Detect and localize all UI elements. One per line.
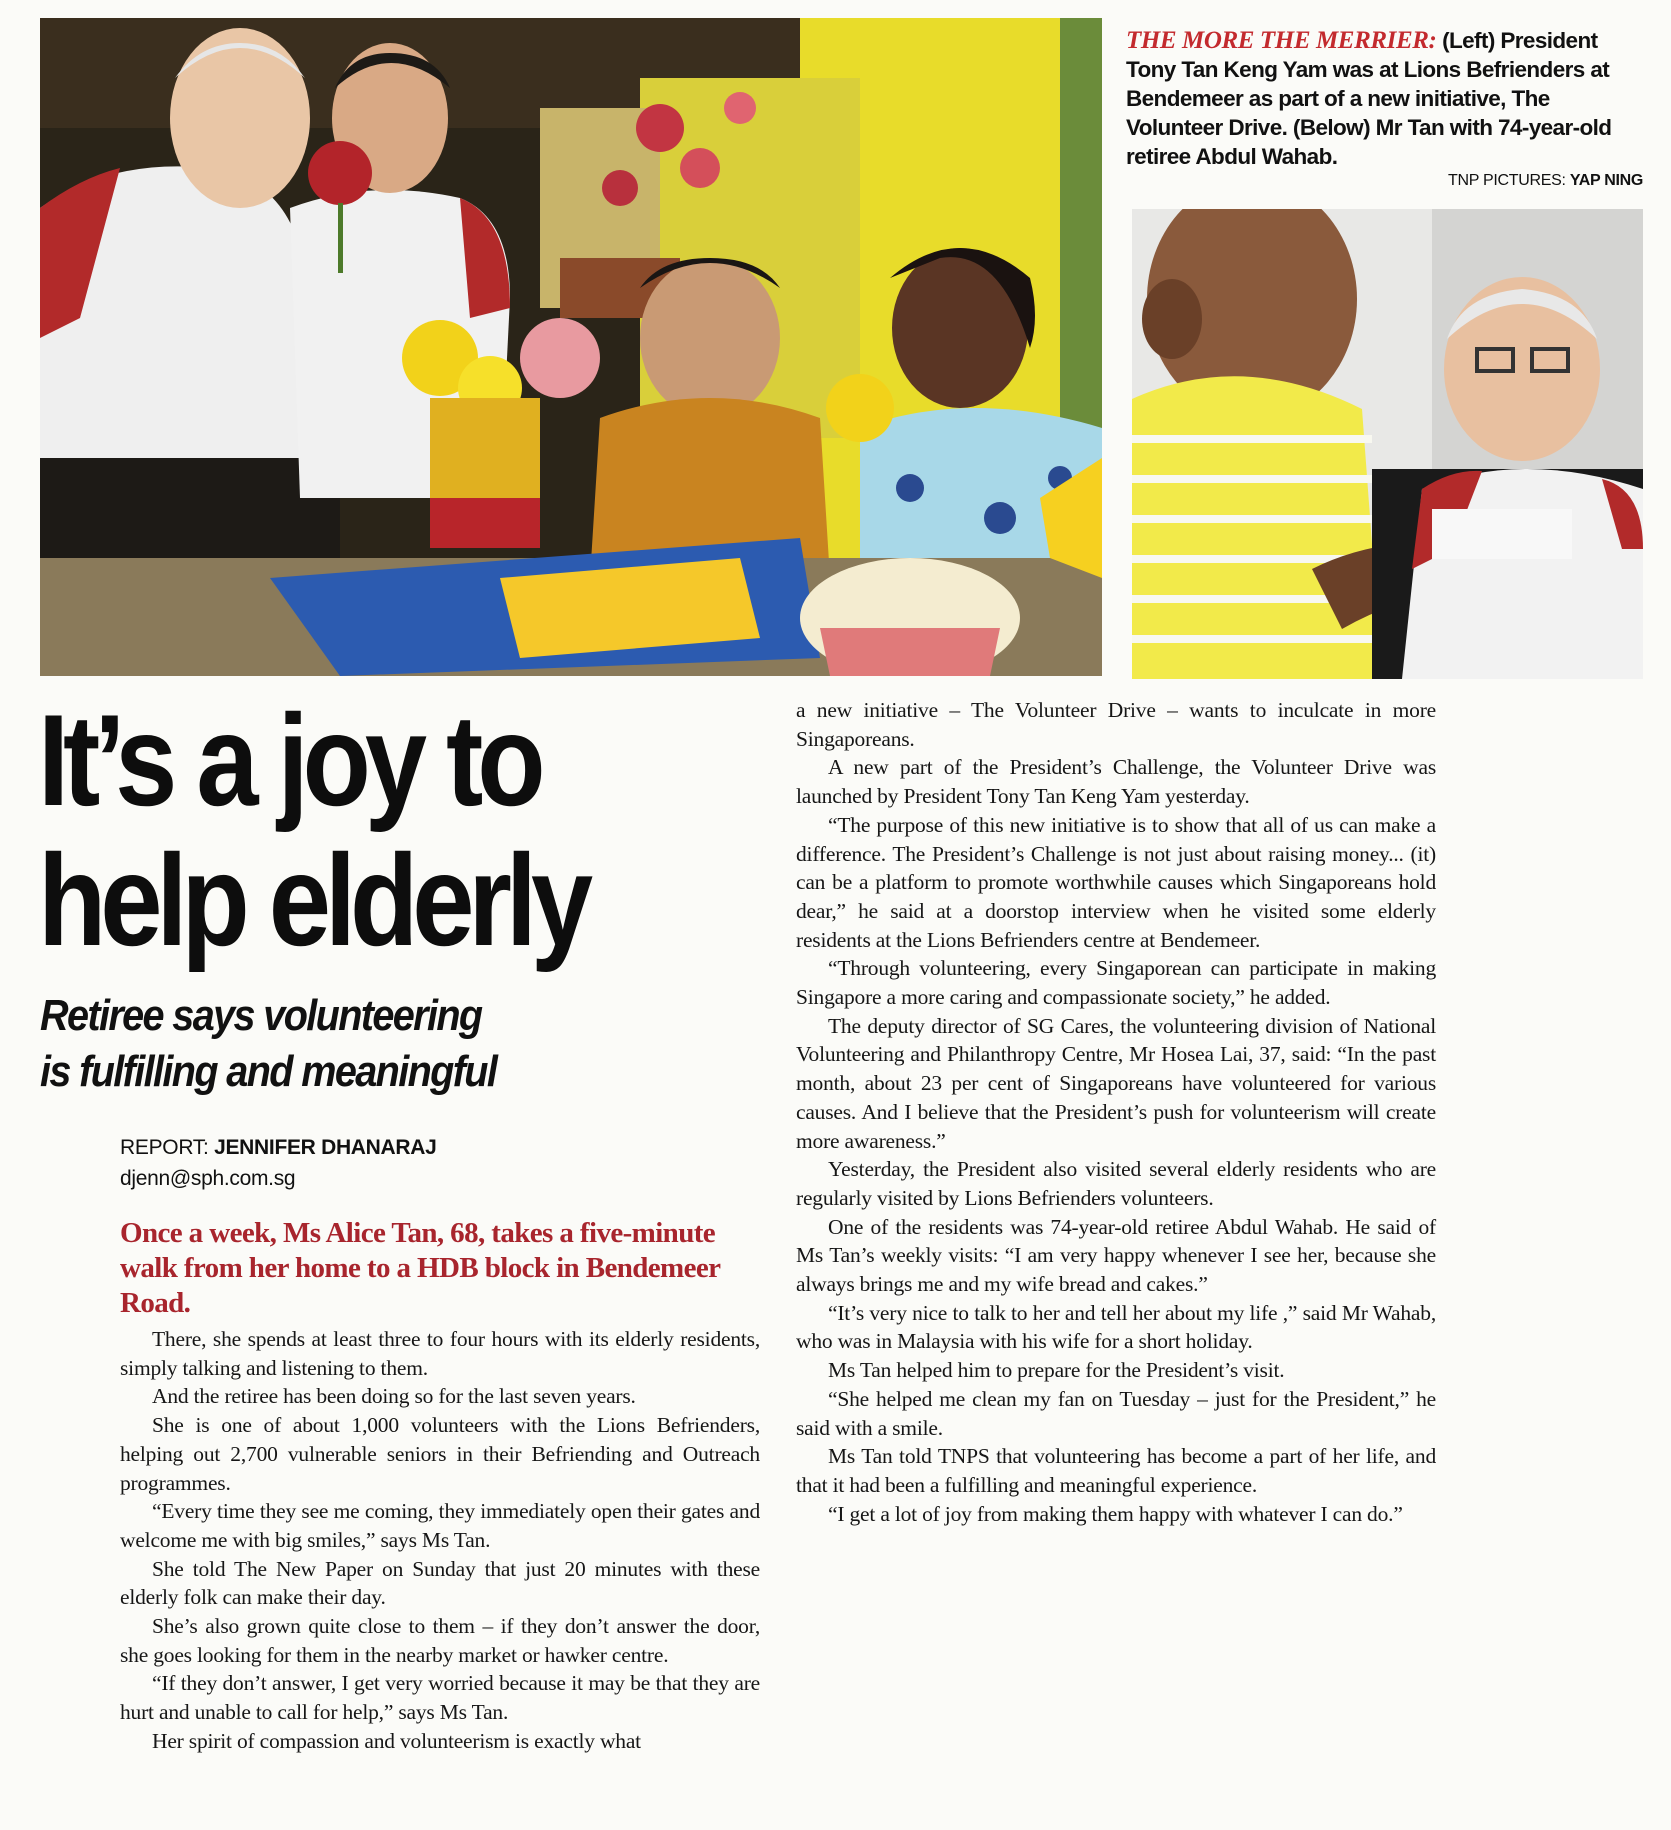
paragraph: “The purpose of this new initiative is to show that all of us can make a difference. The President’s Challenge is not just about raising money... (it) can be a platform to promote worthwhile causes which Singaporeans hold dear,” he said at a doorstop interview when he visited some elderly residents at the Lions Befrienders centre at Bendemeer. <box>796 812 1436 952</box>
paragraph: One of the residents was 74-year-old retiree Abdul Wahab. He said of Ms Tan’s weekly visits: “I am very happy whenever I see her, because she always brings me and my wife bread and cakes.” <box>796 1214 1436 1297</box>
paragraph: “She helped me clean my fan on Tuesday – just for the President,” he said with a smile. <box>796 1386 1436 1440</box>
body-column-1 <box>120 1325 760 1756</box>
subheadline-line-2: is fulfilling and meaningful <box>40 1047 497 1096</box>
paragraph: She’s also grown quite close to them – if they don’t answer the door, she goes looking for them in the nearby market or hawker centre. <box>120 1614 760 1667</box>
credit-label: TNP PICTURES: <box>1448 172 1566 189</box>
paragraph: “Every time they see me coming, they immediately open their gates and welcome me with big smiles,” says Ms Tan. <box>120 1499 760 1552</box>
paragraph-continued: a new initiative – The Volunteer Drive – wants to inculcate in more Singaporeans. <box>796 698 1436 751</box>
paragraph: She is one of about 1,000 volunteers with the Lions Befrienders, helping out 2,700 vulnerable seniors in their Befriending and Outreach programmes. <box>120 1413 760 1495</box>
caption-kicker: THE MORE THE MERRIER: <box>1126 27 1437 54</box>
subheadline <box>40 988 616 1100</box>
byline-author: JENNIFER DHANARAJ <box>214 1136 437 1159</box>
subheadline-line-1: Retiree says volunteering <box>40 991 482 1040</box>
photo-credit <box>1448 172 1643 190</box>
paragraph: Yesterday, the President also visited several elderly residents who are regularly visited by Lions Befrienders volunteers. <box>796 1157 1436 1210</box>
headline-line-2: help elderly <box>38 827 588 973</box>
byline-email: djenn@sph.com.sg <box>120 1167 296 1190</box>
inset-photo <box>1132 209 1643 679</box>
paragraph: Ms Tan told TNPS that volunteering has become a part of her life, and that it had been a fulfilling and meaningful experience. <box>796 1444 1436 1497</box>
byline-label: REPORT: <box>120 1136 209 1159</box>
paragraph: “I get a lot of joy from making them happy with whatever I can do.” <box>828 1501 1403 1526</box>
paragraph: Her spirit of compassion and volunteerism is exactly what <box>152 1728 641 1753</box>
headline <box>38 687 657 973</box>
body-column-2 <box>796 696 1436 1528</box>
photo-caption <box>1126 26 1646 171</box>
inset-photo-scene <box>1132 209 1643 679</box>
paragraph: And the retiree has been doing so for the last seven years. <box>152 1384 636 1409</box>
paragraph: Ms Tan helped him to prepare for the President’s visit. <box>828 1358 1285 1383</box>
paragraph: “Through volunteering, every Singaporean can participate in making Singapore a more caring and compassionate society,” he added. <box>796 956 1436 1010</box>
paragraph: There, she spends at least three to four hours with its elderly residents, simply talking and listening to them. <box>120 1327 760 1380</box>
main-photo-scene <box>40 18 1102 676</box>
lede-paragraph: Once a week, Ms Alice Tan, 68, takes a five-minute walk from her home to a HDB block in Bendemeer Road. <box>120 1217 720 1319</box>
paragraph: “If they don’t answer, I get very worried because it may be that they are hurt and unable to call for help,” says Ms Tan. <box>120 1671 760 1725</box>
byline <box>120 1132 437 1194</box>
paragraph: The deputy director of SG Cares, the volunteering division of National Volunteering and Philanthropy Centre, Mr Hosea Lai, 37, said: “In the past month, about 23 per cent of Singaporeans have volunteered for various causes. And I believe that the President’s push for volunteerism will create more awareness.” <box>796 1013 1436 1153</box>
paragraph: A new part of the President’s Challenge, the Volunteer Drive was launched by President Tony Tan Keng Yam yesterday. <box>796 755 1436 809</box>
paragraph: “It’s very nice to talk to her and tell her about my life ,” said Mr Wahab, who was in Malaysia with his wife for a short holiday. <box>796 1300 1436 1354</box>
paragraph: She told The New Paper on Sunday that just 20 minutes with these elderly folk can make their day. <box>120 1556 760 1610</box>
headline-line-1: It’s a joy to <box>38 687 540 833</box>
credit-name: YAP NING <box>1569 172 1643 189</box>
main-photo <box>40 18 1102 676</box>
caption-text: (Left) President Tony Tan Keng Yam was at Lions Befrienders at Bendemeer as part of a new initiative, The Volunteer Drive. (Below) Mr Tan with 74-year-old retiree Abdul Wahab. <box>1126 28 1612 169</box>
